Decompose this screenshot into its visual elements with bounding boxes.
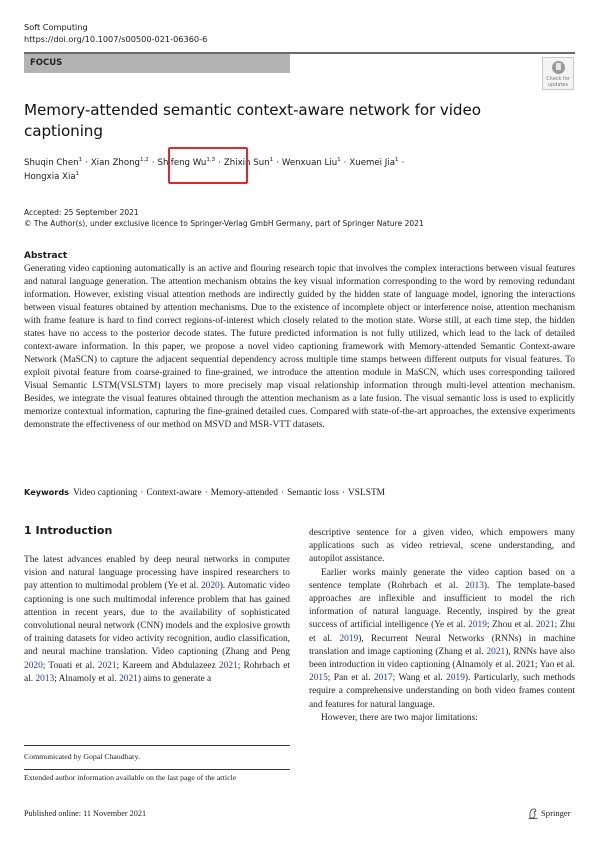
author-list	[24, 156, 524, 184]
intro-paragraph	[309, 527, 575, 567]
body-text: ), Recurrent Neural Networks (RNNs) in machine translation and image captioning (Zhang et al.	[309, 633, 575, 657]
author-name[interactable]: Hongxia Xia	[24, 172, 76, 182]
body-text: Earlier works mainly generate the video caption based on a sentence template (Rohrbach et al.	[309, 567, 575, 591]
author-affiliation: 1	[269, 157, 274, 163]
author-highlighted[interactable]: Shifeng Wu	[157, 158, 207, 168]
author-affiliation: 1	[75, 171, 80, 177]
body-text: ) aims to generate a	[137, 673, 212, 684]
copyright-notice: © The Author(s), under exclusive licence to Springer-Verlag GmbH Germany, part of Springer Nature 2021	[24, 219, 424, 228]
section-label: FOCUS	[30, 58, 63, 68]
citation-link[interactable]: 2020	[200, 581, 220, 592]
author-separator: ·	[343, 158, 347, 168]
keyword-separator: ·	[280, 488, 285, 498]
check-for-updates-badge[interactable]	[542, 57, 574, 90]
citation-link[interactable]: 2019	[468, 620, 487, 631]
body-text: ). Particularly, such methods require a comprehensive understanding on both video frames content and features for natural language.	[309, 673, 575, 710]
author-affiliation: 1,2	[140, 157, 149, 163]
author-separator: ·	[85, 158, 88, 168]
body-text: ; Rohrbach et al.	[24, 660, 290, 684]
body-text: ). Automatic video captioning is one such multimodal inference problem that has gained attention in recent years, due to the availability of sophisticated convolutional neural network (CNN) models and the explosive growth of training datasets for video activity recognition, audio classification, and neural machine translation. Video captioning (Zhang and Peng	[24, 581, 290, 658]
author-affiliation: 1	[78, 157, 83, 163]
abstract-heading: Abstract	[24, 251, 68, 261]
citation-link[interactable]: 2021	[218, 660, 238, 671]
springer-horse-icon	[528, 808, 538, 819]
citation-link[interactable]: 2013	[35, 673, 55, 684]
citation-link[interactable]: 2021	[486, 646, 506, 657]
citation-link[interactable]: 2020	[24, 660, 43, 671]
author-separator: ·	[276, 158, 279, 168]
citation-link[interactable]: 2021	[97, 660, 117, 671]
keyword-separator: ·	[140, 488, 144, 498]
intro-left-column	[24, 554, 290, 686]
body-text: ; Pan et al.	[327, 673, 374, 684]
abstract-text: Generating video captioning automatically is an active and flouring research topic that involves the complex interactions between visual features and natural language generation. The attention mechanism obtains the key visual information corresponding to the word by removing redundant information. However, existing visual attention methods are indirectly guided by the hidden state of language model, ignoring the interactions between visual features obtained by attention mechanisms. Due to the existence of incomplete object or interference noise, attention mechanism with frame feature is hard to find correct regions-of-interest which closely related to the motion state. Worse still, at each time step, the hidden states have no access to the posterior decode states. The future predicted information is not fully utilized, which lead to the lack of detailed context-aware information. In this paper, we propose a novel video captioning framework with Memory-attended Semantic Context-aware Network (MaSCN) to capture the adjacent sequential dependency across multiple time stamps between different outputs for visual features. To exploit pivotal feature from coarse-grained to fine-grained, we introduce the attention module in MaSCN, which uses corresponding tailored Visual Semantic LSTM(VSLSTM) layers to more precisely map visual relationship information through multi-level attention mechanism. Besides, we integrate the visual features obtained through the attention mechanism as a late fusion. The visual semantic loss is used to explicitly memorize contextual information, capturing the fine-grained detailed cues. Compared with state-of-the-art approaches, the extensive experiments demonstrate the effectiveness of our method on MSVD and MSR-VTT datasets.	[24, 264, 575, 430]
author-name[interactable]: Shuqin Chen	[24, 158, 79, 168]
citation-link[interactable]: 2021	[119, 673, 138, 684]
body-text: ; Kareem and Abdulazeez	[116, 660, 219, 671]
journal-name: Soft Computing	[24, 22, 88, 32]
keyword: Semantic loss	[287, 488, 339, 498]
body-text: ). The template-based approaches are inflexible and insufficient to model the rich information of natural language. Recently, inspired by the great success of artificial intelligence (Ye et al.	[309, 580, 575, 631]
crossmark-text-1: Check for	[546, 76, 570, 82]
citation-link[interactable]: 2021	[535, 620, 555, 631]
body-text: ; Alnamoly et al.	[54, 673, 120, 684]
highlight-box	[168, 147, 248, 184]
author-separator: ·	[401, 158, 405, 168]
author-affiliation: 1	[337, 157, 341, 163]
intro-right-column	[309, 527, 575, 725]
extended-author-info: Extended author information available on the last page of the article	[24, 773, 237, 782]
footnote-rule	[24, 769, 290, 770]
keyword-separator: ·	[341, 488, 346, 498]
author-name[interactable]: Zhixin Sun	[223, 158, 270, 168]
doi-link[interactable]: https://doi.org/10.1007/s00500-021-06360-6	[24, 34, 208, 44]
intro-paragraph	[309, 712, 575, 725]
citation-link[interactable]: 2017	[373, 673, 393, 684]
keyword: Context-aware	[146, 488, 202, 498]
citation-link[interactable]: 2019	[446, 673, 465, 684]
section-heading-introduction: 1 Introduction	[24, 524, 113, 537]
author-affiliation: 1,3	[206, 157, 216, 163]
keyword-separator: ·	[204, 488, 208, 498]
communicated-by: Communicated by Gopal Chaudhary.	[24, 752, 140, 761]
keywords-line	[24, 486, 584, 500]
keyword-list	[73, 488, 385, 498]
keyword: Video captioning	[73, 488, 138, 498]
citation-link[interactable]: 2013	[465, 580, 484, 591]
body-text: ; Wang et al.	[392, 673, 447, 684]
accepted-date: Accepted: 25 September 2021	[24, 208, 139, 217]
crossmark-text-2: updates	[547, 82, 569, 88]
body-text: However, there are two major limitations:	[321, 712, 478, 723]
citation-link[interactable]: 2019	[339, 633, 359, 644]
publisher-name: Springer	[541, 808, 571, 818]
citation-link[interactable]: 2015	[309, 673, 328, 684]
body-text: ; Zhou et al.	[486, 620, 536, 631]
section-banner	[24, 54, 290, 73]
intro-paragraph	[309, 567, 575, 712]
author-name[interactable]: Xian Zhong	[90, 158, 141, 168]
publisher-logo	[528, 807, 571, 819]
author-separator: ·	[218, 158, 221, 168]
body-text: ), RNNs have also been introduction in video captioning (Alnamoly et al. 2021; Yao et al.	[309, 646, 575, 671]
keyword: Memory-attended	[210, 488, 278, 498]
crossmark-icon	[552, 61, 565, 74]
footnote-rule	[24, 745, 290, 746]
body-text: descriptive sentence for a given video, which empowers many applications such as video retrieval, scene understanding, and autopilot assistance.	[309, 528, 575, 565]
body-text: ; Zhu et al.	[309, 620, 575, 644]
body-text: ; Touati et al.	[42, 660, 98, 671]
author-name[interactable]: Xuemei Jia	[349, 158, 395, 168]
author-separator: ·	[151, 158, 155, 168]
keywords-heading: Keywords	[24, 487, 70, 497]
author-name[interactable]: Wenxuan Liu	[281, 158, 338, 168]
body-text: The latest advances enabled by deep neural networks in computer vision and natural language processing have inspired researchers to pay attention to multimodal problem (Ye et al.	[24, 555, 290, 592]
article-title: Memory-attended semantic context-aware network for video captioning	[24, 101, 481, 140]
author-affiliation: 1	[394, 157, 399, 163]
published-date: Published online: 11 November 2021	[24, 809, 147, 818]
keyword: VSLSTM	[348, 488, 386, 498]
